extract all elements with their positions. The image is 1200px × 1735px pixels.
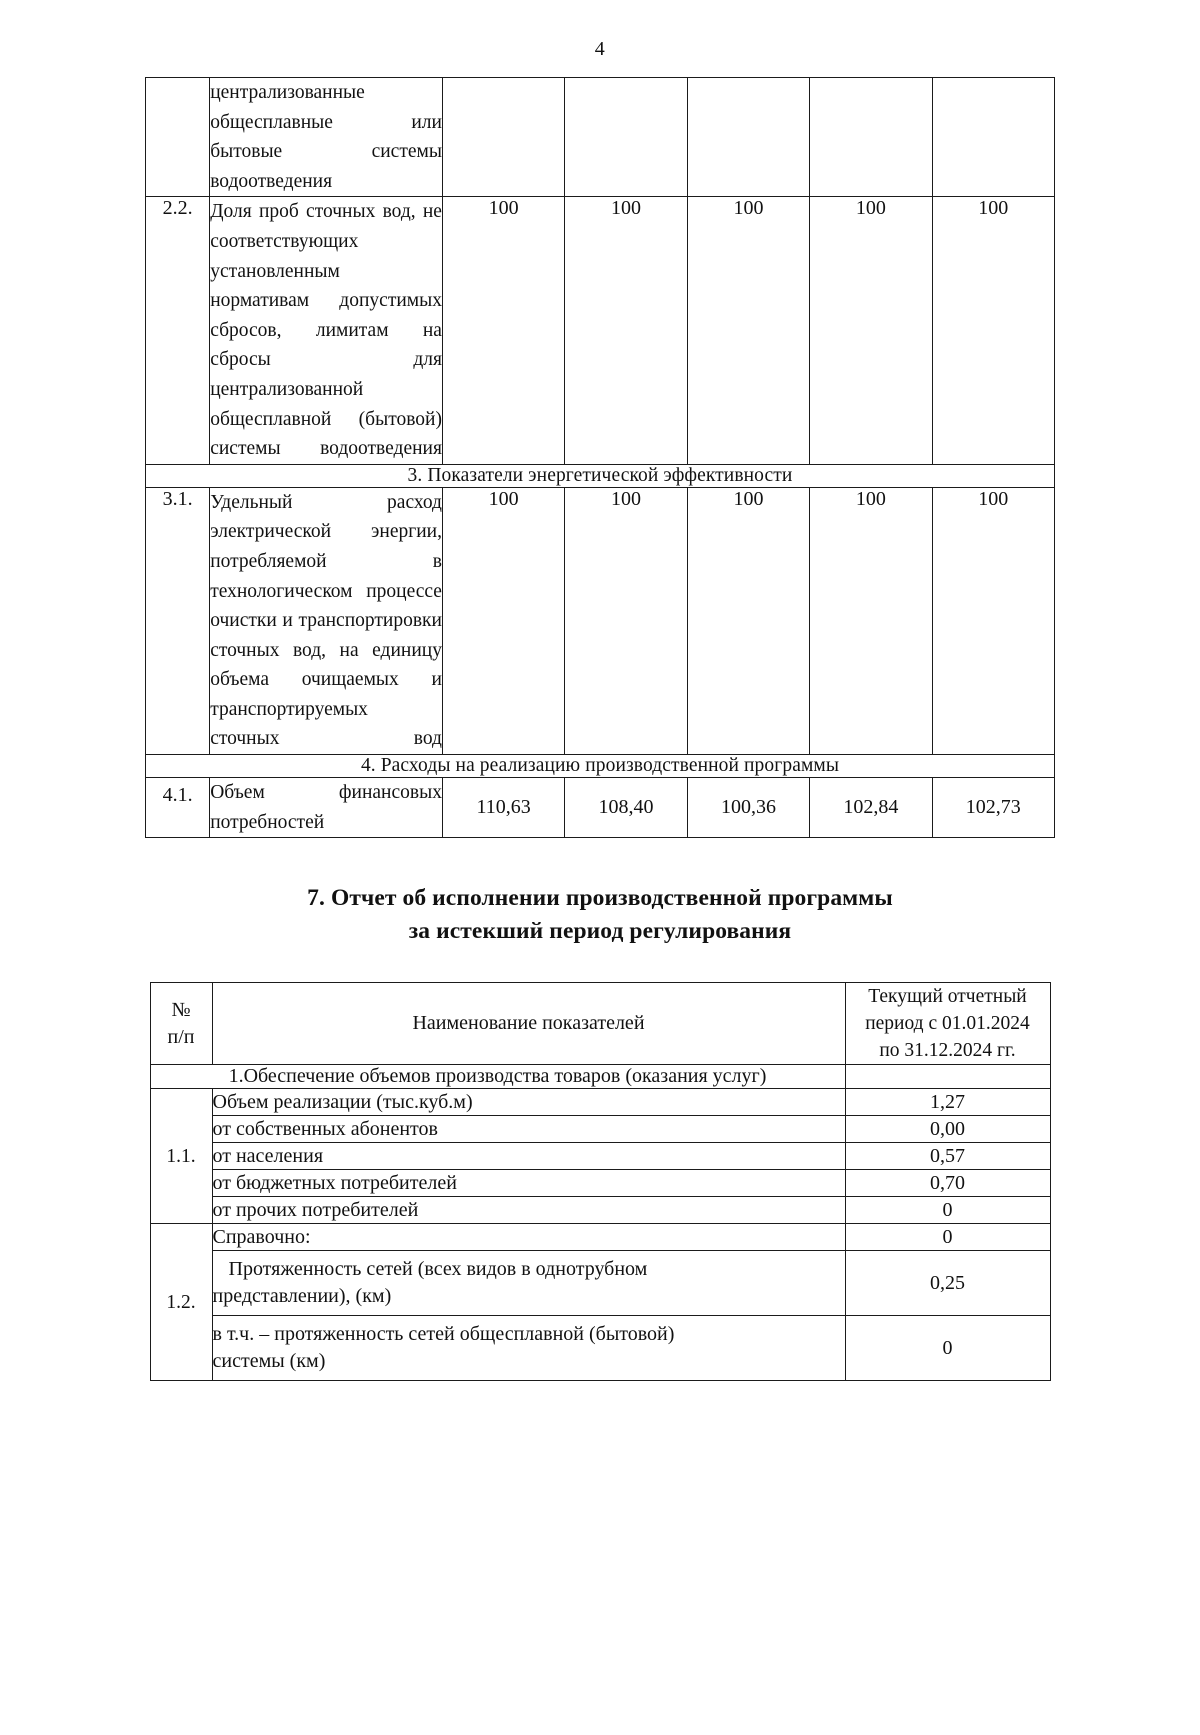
row-number-cell: 2.2.	[146, 197, 210, 464]
row-label-line-2: представлении), (км)	[212, 1285, 392, 1308]
table-row	[150, 1143, 1050, 1170]
row-value-cell	[687, 78, 809, 197]
row-value-cell: 100,36	[687, 778, 809, 838]
row-value-cell	[932, 78, 1054, 197]
row-name-cell: централизованные общесплавные или бытовые системы водоотведения	[210, 78, 443, 197]
column-header-period-line-3: по 31.12.2024 гг.	[879, 1040, 1016, 1062]
table-row	[150, 1170, 1050, 1197]
row-value-cell: 100	[810, 487, 932, 754]
row-label: Объем реализации (тыс.куб.м)	[212, 1089, 845, 1116]
table-row	[150, 1089, 1050, 1116]
row-name-cell: Удельный расход электрической энергии, потребляемой в технологическом процессе очистки и транспортировки сточных вод, на единицу объема очищаемых и транспортируемых сточных вод	[210, 487, 443, 754]
table-row-3-1	[146, 487, 1055, 754]
table-row	[150, 1116, 1050, 1143]
section-7-heading	[0, 882, 1200, 948]
row-value: 0,57	[845, 1143, 1050, 1170]
group-number-1-1: 1.1.	[150, 1089, 212, 1224]
column-header-number-line-1: №	[171, 998, 191, 1021]
section-7-heading-line-2: за истекший период регулирования	[408, 918, 792, 945]
column-header-number-line-2: п/п	[167, 1025, 195, 1048]
row-label-line-1: в т.ч. – протяженность сетей общесплавной (бытовой)	[212, 1323, 675, 1346]
section-header-4: 4. Расходы на реализацию производственной программы	[146, 755, 1055, 778]
table-row	[150, 1251, 1050, 1316]
row-label-line-1: Протяженность сетей (всех видов в однотрубном	[228, 1258, 648, 1281]
row-label: от бюджетных потребителей	[212, 1170, 845, 1197]
row-value-cell: 108,40	[565, 778, 687, 838]
column-header-period-line-2: период с 01.01.2024	[865, 1013, 1030, 1035]
row-value: 0,70	[845, 1170, 1050, 1197]
row-value-cell: 100	[687, 487, 809, 754]
report-section-value	[845, 1065, 1050, 1089]
row-number-cell: 4.1.	[146, 778, 210, 838]
group-number-1-2: 1.2.	[150, 1224, 212, 1381]
table-row-4-1	[146, 778, 1055, 838]
row-number-cell	[146, 78, 210, 197]
row-name-cell: Объем финансовых потребностей	[210, 778, 443, 838]
row-value-cell: 102,84	[810, 778, 932, 838]
report-table	[150, 982, 1051, 1381]
row-value-cell: 100	[932, 487, 1054, 754]
table-row	[146, 78, 1055, 197]
table-row	[150, 1197, 1050, 1224]
column-header-period-line-1: Текущий отчетный	[868, 986, 1027, 1008]
row-number-cell: 3.1.	[146, 487, 210, 754]
row-label: от собственных абонентов	[212, 1116, 845, 1143]
row-value-cell	[810, 78, 932, 197]
document-page	[0, 38, 1200, 1735]
row-label	[212, 1316, 845, 1381]
row-value: 0	[845, 1316, 1050, 1381]
column-header-name: Наименование показателей	[212, 983, 845, 1065]
row-value: 0	[845, 1224, 1050, 1251]
section-7-heading-line-1: 7. Отчет об исполнении производственной программы	[307, 885, 893, 912]
row-value-cell: 100	[565, 487, 687, 754]
page-number: 4	[594, 38, 606, 60]
report-table-header-row	[150, 983, 1050, 1065]
table-row	[150, 1316, 1050, 1381]
row-value: 0	[845, 1197, 1050, 1224]
row-value: 0,00	[845, 1116, 1050, 1143]
section-header-3: 3. Показатели энергетической эффективности	[146, 464, 1055, 487]
row-value-cell: 100	[565, 197, 687, 464]
row-label: от прочих потребителей	[212, 1197, 845, 1224]
column-header-period	[845, 983, 1050, 1065]
section-header-row-3	[146, 464, 1055, 487]
row-name-cell: Доля проб сточных вод, не соответствующих установленным нормативам допустимых сбросов, лимитам на сбросы для централизованной общесплавной (бытовой) системы водоотведения	[210, 197, 443, 464]
row-label	[212, 1251, 845, 1316]
report-section-label: 1.Обеспечение объемов производства товаров (оказания услуг)	[150, 1065, 845, 1089]
report-section-row	[150, 1065, 1050, 1089]
table-row-2-2	[146, 197, 1055, 464]
row-label-line-2: системы (км)	[212, 1350, 326, 1373]
section-header-row-4	[146, 755, 1055, 778]
row-value: 0,25	[845, 1251, 1050, 1316]
row-label: от населения	[212, 1143, 845, 1170]
row-value-cell: 100	[442, 487, 564, 754]
row-value-cell: 100	[687, 197, 809, 464]
row-value: 1,27	[845, 1089, 1050, 1116]
row-value-cell: 102,73	[932, 778, 1054, 838]
column-header-number	[150, 983, 212, 1065]
row-value-cell: 100	[810, 197, 932, 464]
row-value-cell: 110,63	[442, 778, 564, 838]
table-row	[150, 1224, 1050, 1251]
row-value-cell	[442, 78, 564, 197]
indicators-table	[145, 77, 1055, 838]
row-value-cell: 100	[932, 197, 1054, 464]
row-value-cell: 100	[442, 197, 564, 464]
row-label: Справочно:	[212, 1224, 845, 1251]
row-value-cell	[565, 78, 687, 197]
